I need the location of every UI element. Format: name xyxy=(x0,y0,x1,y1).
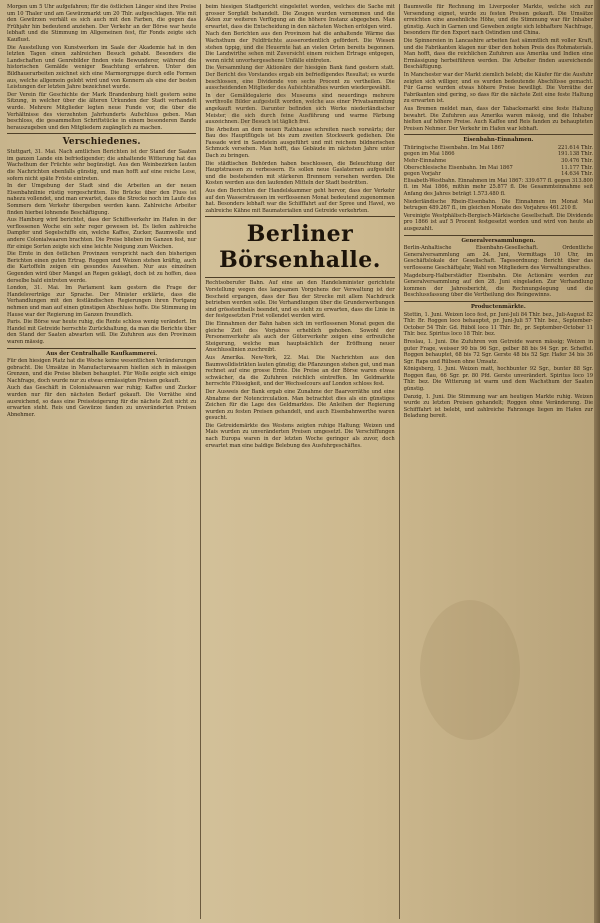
table-row xyxy=(404,171,593,178)
column-3 xyxy=(400,4,597,919)
paragraph: Die Spinnereien in Lancashire arbeiten fast sämmtlich mit voller Kraft, und die Fabrikanten klagen nur über den hohen Preis des Rohmaterials. Man hofft, dass die reichlichen Zufuhren aus Amerika und Indien eine Ermässigung herbeiführen werden. Die Arbeiter finden ausreichende Beschäftigung. xyxy=(403,37,593,71)
row-label: Oberschlesische Eisenbahn. Im Mai 1867 xyxy=(403,164,513,171)
paragraph: In Manchester war der Markt ziemlich belebt; die Käufer für die Ausfuhr zeigten sich williger, und es wurden bedeutende Abschlüsse gemacht. Für Garne wurden etwas höhere Preise bewilligt. Die Vorräthe der Fabrikanten sind gering, so dass für die nächste Zeit eine feste Haltung zu erwarten ist. xyxy=(403,71,593,105)
paragraph: Aus den Berichten der Handelskammer geht hervor, dass der Verkehr auf den Wasserstrassen im verflossenen Monat bedeutend zugenommen hat. Besonders lebhaft war die Schifffahrt auf der Spree und Havel, wo zahlreiche Kähne mit Baumaterialien und Getreide verkehrten. xyxy=(205,188,395,214)
figures-table xyxy=(404,145,593,178)
paper-stain xyxy=(210,40,330,130)
paragraph: Die Ausstellung von Kunstwerken im Saale der Akademie hat in den letzten Tagen einen zahlreichen Besuch gehabt. Besonders die Landschaften und Genrebilder finden viele Bewunderer, während die historischen Gemälde weniger Beachtung erfahren. Unter den Bildhauerarbeiten zeichnet sich eine Marmorgruppe durch edle Formen aus, welche allgemein gelobt wird und von Kennern als eine der besten Leistungen der letzten Jahre bezeichnet wurde. xyxy=(7,44,197,91)
divider xyxy=(404,134,593,135)
table-row xyxy=(404,145,593,152)
row-value: 30.476 Thlr. xyxy=(561,158,593,165)
column-container xyxy=(3,4,597,919)
paragraph: Elisabeth-Westbahn. Einnahmen im Mai 1867: 339.677 fl. gegen 313.800 fl. im Mai 1866, mithin mehr 25.877 fl. Die Gesammteinnahme seit Anfang des Jahres beträgt 1.573.480 fl. xyxy=(403,177,593,198)
section-heading: Aus der Centralhalle Kaufkammerei. xyxy=(46,350,158,357)
row-label: Mehr-Einnahme xyxy=(403,158,447,165)
table-row xyxy=(404,151,593,158)
row-value: 221.614 Thlr. xyxy=(557,144,593,151)
paper-stain xyxy=(420,600,520,740)
paragraph: Danzig, 1. Juni. Die Stimmung war am heutigen Markte ruhig. Weizen wurde zu letzten Preisen gehandelt; Roggen ohne Veränderung. Die Schifffahrt ist belebt, und zahlreiche Fahrzeuge liegen im Hafen zur Beladung bereit. xyxy=(403,393,593,420)
paragraph: beim hiesigen Stadtgericht eingeleitet worden, welches die Sache mit grosser Sorgfalt behandelt. Die Zeugen wurden vernommen und die Akten zur weiteren Verfügung an die höhere Instanz abgegeben. Man erwartet, dass die Entscheidung in den nächsten Wochen erfolgen wird. xyxy=(205,4,395,30)
paragraph: Die Einnahmen der Bahn haben sich im verflossenen Monat gegen die gleiche Zeit des Vorjahres erheblich gehoben. Sowohl der Personenverkehr als auch der Güterverkehr zeigen eine erfreuliche Steigerung, welche man hauptsächlich der Eröffnung neuer Anschlusslinien zuschreibt. xyxy=(205,320,395,354)
paragraph: Die Arbeiten an dem neuen Rathhause schreiten rasch vorwärts; der Bau des Hauptflügels ist bis zum zweiten Stockwerk gediehen. Die Fassade wird in Sandstein ausgeführt und mit reichem bildnerischen Schmuck versehen. Man hofft, das Gebäude im nächsten Jahre unter Dach zu bringen. xyxy=(205,126,395,160)
paragraph: London, 31. Mai. Im Parlament kam gestern die Frage der Handelsverträge zur Sprache. Der Minister erklärte, dass die Verhandlungen mit den festländischen Regierungen ihren Fortgang nehmen und man auf einen günstigen Abschluss hoffe. Die Stimmung im Hause war der Regierung im Ganzen freundlich. xyxy=(7,285,197,318)
divider xyxy=(7,348,196,349)
row-value: 14.634 Thlr. xyxy=(561,171,593,178)
paragraph: Rechtsoberufer Bahn. Auf eine an den Handelsminister gerichtete Vorstellung wegen des langsamen Vorgehens der Verwaltung ist der Bescheid ergangen, dass der Bau der Strecke mit allem Nachdruck betrieben werden solle. Die Verhandlungen über die Grunderwerbungen sind grösstentheils beendet, und es steht zu erwarten, dass die Linie in der festgesetzten Frist vollendet werden wird. xyxy=(205,280,395,320)
divider xyxy=(205,216,394,217)
paragraph: Der Ausweis der Bank ergab eine Zunahme der Baarvorräthe und eine Abnahme der Notencirculation. Man betrachtet dies als ein günstiges Zeichen für die Lage des Geldmarktes. Die Anleihen der Regierung wurden zu festen Preisen gehandelt, und auch Eisenbahnwerthe waren gesucht. xyxy=(205,388,395,422)
paragraph: In der Umgebung der Stadt sind die Arbeiten an der neuen Eisenbahnlinie rüstig vorgeschritten. Die Brücke über den Fluss ist nahezu vollendet, und man erwartet, dass die Strecke noch im Laufe des Sommers dem Verkehr übergeben werden kann. Zahlreiche Arbeiter finden hierbei lohnende Beschäftigung. xyxy=(7,183,197,216)
row-label: Thüringische Eisenbahn. Im Mai 1867 xyxy=(403,144,505,151)
row-label: gegen Vorjahr xyxy=(403,171,441,178)
binding-edge xyxy=(594,0,600,923)
paragraph: Berlin-Anhaltische Eisenbahn-Gesellschaft. Ordentliche Generalversammlung am 24. Juni, Vormittags 10 Uhr, im Geschäftslokale der Gesellschaft. Tagesordnung: Bericht über das verflossene Geschäftsjahr, Wahl von Mitgliedern des Verwaltungsrathes. xyxy=(403,245,593,271)
paragraph: Morgen um 5 Uhr aufgefahren; für die östlichen Länger sind ihre Preise um 10 Thaler und am Gewürzmarkt um 20 Thlr. aufgeschlagen. Wie mit den Gewürzen verhält es sich auch mit den Farben, die gegen das Frühjahr hin bedeutend anziehen. Der Verkehr an der Börse war heute lebhaft und die Stimmung im Allgemeinen fest, für Fonds zeigte sich Kauflust. xyxy=(7,4,197,43)
paragraph: Aus Bremen meldet man, dass der Tabacksmarkt eine feste Haltung bewahrt. Die Zufuhren aus Amerika waren mässig, und die Inhaber hielten auf höhere Preise. Auch Kaffee und Reis fanden zu behaupteten Preisen Nehmer. Der Verkehr im Hafen war lebhaft. xyxy=(403,105,593,132)
row-label: gegen im Mai 1866 xyxy=(403,151,455,158)
paragraph: Die Versammlung der Aktionäre der hiesigen Bank fand gestern statt. Der Bericht des Vorstandes ergab ein befriedigendes Resultat; es wurde beschlossen, eine Dividende von sechs Procent zu vertheilen. Die ausscheidenden Mitglieder des Aufsichtsrathes wurden wiedergewählt. xyxy=(205,65,395,92)
column-2 xyxy=(201,4,399,919)
row-value: 191.138 Thlr. xyxy=(557,151,593,158)
table-row xyxy=(404,158,593,165)
paragraph: Die Ernte in den östlichen Provinzen verspricht nach den bisherigen Berichten einen guten Ertrag. Roggen und Weizen stehen kräftig, auch die Kartoffeln zeigen ein gesundes Aussehen. Nur aus einzelnen Gegenden wird über Mangel an Regen geklagt, doch ist zu hoffen, dass derselbe bald eintreten werde. xyxy=(7,251,197,284)
section-title: Berliner Börsenhalle. xyxy=(219,221,381,274)
divider xyxy=(404,301,593,302)
paragraph: Die städtischen Behörden haben beschlossen, die Beleuchtung der Hauptstrassen zu verbessern. Es sollen neue Gaslaternen aufgestellt und die bestehenden mit stärkeren Brennern versehen werden. Die Kosten werden aus den laufenden Mitteln der Stadt bestritten. xyxy=(205,160,395,187)
row-value: 11.177 Thlr. xyxy=(561,164,593,171)
paragraph: Niederländische Rhein-Eisenbahn. Die Einnahmen im Monat Mai betrugen 489.267 fl., im gleichen Monate des Vorjahres 461.210 fl. xyxy=(403,198,593,212)
paragraph: Aus Amerika. New-York, 22. Mai. Die Nachrichten aus den Baumwolldistrikten lauten günstig; die Pflanzungen stehen gut, und man rechnet auf eine grosse Ernte. Die Preise an der Börse waren etwas schwächer, da die Zufuhren reichlich eintreffen. Im Geldmarkte herrschte Flüssigkeit, und der Wechselcours auf London schloss fest. xyxy=(205,354,395,388)
paragraph: In der Gemäldegalerie des Museums sind neuerdings mehrere werthvolle Bilder aufgestellt worden, welche aus einer Privatsammlung angekauft wurden. Darunter befinden sich Werke niederländischer Meister, die sich durch feine Ausführung und warme Färbung auszeichnen. Der Besuch ist täglich frei. xyxy=(205,92,395,126)
paragraph: Stettin, 1. Juni. Weizen loco fest, pr. Juni-Juli 84 Thlr. bez., Juli-August 82 Thlr. Br. Roggen loco behauptet, pr. Juni-Juli 57 Thlr. bez., September-October 54 Thlr. Gd. Rüböl loco 11 Thlr. Br., pr. September-October 11 Thlr. bez. Spiritus loco 18 Thlr. bez. xyxy=(403,311,593,338)
paragraph: Königsberg, 1. Juni. Weizen matt, hochbunter 92 Sgr., bunter 88 Sgr. Roggen flau, 66 Sgr. pr. 80 Pfd. Gerste unverändert. Spiritus loco 19 Thlr. bez. Die Witterung ist warm und dem Wachsthum der Saaten günstig. xyxy=(403,366,593,393)
paragraph: Paris. Die Börse war heute ruhig, die Rente schloss wenig verändert. Im Handel mit Getreide herrschte Zurückhaltung, da man die Berichte über den Stand der Saaten abwarten will. Die Zufuhren aus den Provinzen waren mässig. xyxy=(7,319,197,345)
paragraph: Aus Hamburg wird berichtet, dass der Schiffsverkehr im Hafen in der verflossenen Woche ein sehr reger gewesen ist. Es liefen zahlreiche Dampfer und Segelschiffe ein, welche Kaffee, Zucker, Baumwolle und andere Colonialwaaren brachten. Die Preise blieben im Ganzen fest, nur für einige Sorten zeigte sich eine leichte Neigung zum Weichen. xyxy=(7,217,197,250)
paragraph: Vereinigte Westphälisch-Bergisch-Märkische Gesellschaft. Die Dividende pro 1866 ist auf 5 Procent festgesetzt worden und wird von heute ab ausgezahlt. xyxy=(403,212,593,232)
paragraph: Breslau, 1. Juni. Die Zufuhren von Getreide waren mässig; Weizen in guter Frage, weisser 90 bis 96 Sgr., gelber 88 bis 94 Sgr. pr. Scheffel. Roggen behauptet, 68 bis 72 Sgr. Gerste 48 bis 52 Sgr. Hafer 34 bis 36 Sgr. Raps und Rübsen ohne Umsatz. xyxy=(403,338,593,365)
paragraph: Der Verein für Geschichte der Mark Brandenburg hielt gestern seine Sitzung, in welcher über die älteren Urkunden der Stadt verhandelt wurde. Mehrere Mitglieder legten neue Funde vor, die über die Verhältnisse des vierzehnten Jahrhunderts Aufschluss geben. Man beschloss, die gesammelten Schriftstücke in einem besonderen Bande herauszugeben und den Mitgliedern zugänglich zu machen. xyxy=(7,91,197,131)
paragraph: Nach den Berichten aus den Provinzen hat die anhaltende Wärme das Wachsthum der Feldfrüchte ausserordentlich gefördert. Die Wiesen stehen üppig, und die Heuernte hat an vielen Orten bereits begonnen. Die Landwirthe sehen mit Zuversicht einem reichen Ertrage entgegen, wenn nicht unvorhergesehene Unfälle eintreten. xyxy=(205,31,395,64)
paragraph: Magdeburg-Halberstädter Eisenbahn. Die Actionäre werden zur Generalversammlung auf den 28. Juni eingeladen. Zur Verhandlung kommen der Jahresbericht, die Rechnungslegung und die Beschlussfassung über die Vertheilung des Reingewinns. xyxy=(403,272,593,299)
section-heading: Eisenbahn-Einnahmen. xyxy=(463,137,534,144)
section-heading: Generalversammlungen. xyxy=(461,237,536,244)
paragraph: Die Getreidemärkte des Westens zeigten ruhige Haltung; Weizen und Mais wurden zu unveränderten Preisen umgesetzt. Die Verschiffungen nach Europa waren in der letzten Woche geringer als zuvor, doch erwartet man eine baldige Belebung des Ausfuhrgeschäftes. xyxy=(205,422,395,449)
paragraph: Für den hiesigen Platz hat die Woche keine wesentlichen Veränderungen gebracht. Die Umsätze in Manufacturwaaren hielten sich in mässigen Grenzen, und die Preise blieben behauptet. Für Wolle zeigte sich einige Nachfrage, doch wurde nur zu etwas ermässigten Preisen gekauft. xyxy=(7,358,197,384)
paragraph: Auch das Geschäft in Colonialwaaren war ruhig; Kaffee und Zucker wurden nur für den nächsten Bedarf gekauft. Die Vorräthe sind ausreichend, so dass eine Preissteigerung für die nächste Zeit nicht zu erwarten steht. Reis und Gewürze fanden zu unveränderten Preisen Abnehmer. xyxy=(7,385,197,418)
divider xyxy=(7,133,196,134)
column-1 xyxy=(3,4,201,919)
paragraph: Baumwolle für Rechnung im Liverpooler Markte, welche sich zur Versendung eignet, wurde zu festen Preisen gekauft. Die Umsätze erreichten eine ansehnliche Höhe, und die Stimmung war für Inhaber günstig. Auch in Garnen und Geweben zeigte sich lebhaftere Nachfrage, besonders für den Export nach Ostindien und China. xyxy=(403,4,593,37)
divider xyxy=(404,235,593,236)
paragraph: Stuttgart, 31. Mai. Nach amtlichen Berichten ist der Stand der Saaten im ganzen Lande ein befriedigender; die anhaltende Witterung hat das Wachsthum der Früchte sehr begünstigt. Aus den Weinbezirken lauten die Nachrichten ebenfalls günstig, und man hofft auf eine reiche Lese, sofern nicht späte Fröste eintreten. xyxy=(7,149,197,182)
section-heading: Verschiedenes. xyxy=(62,137,141,148)
table-row xyxy=(404,165,593,172)
divider xyxy=(205,277,394,278)
section-heading: Productenmärkte. xyxy=(470,303,526,310)
